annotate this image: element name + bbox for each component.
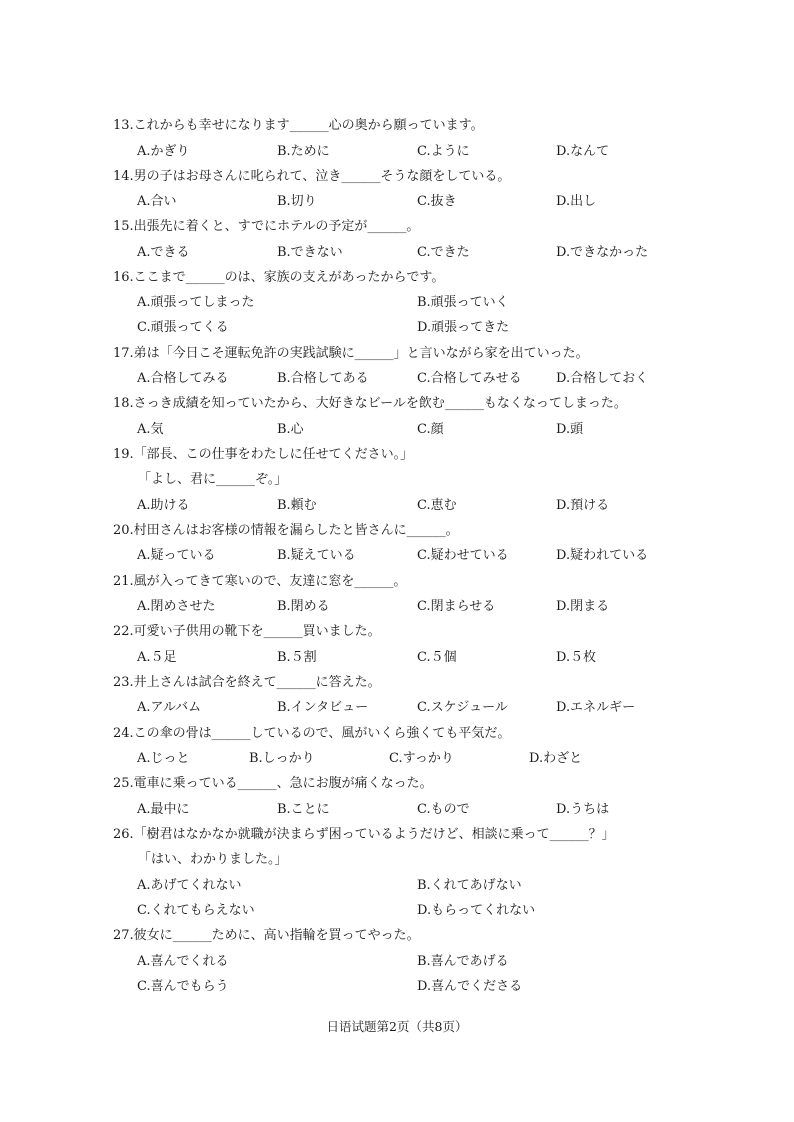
option-a: A.合格してみる [137,371,229,386]
question-19-options [0,495,794,517]
option-a: A.閉めさせた [137,599,216,614]
option-c: C.くれてもらえない [137,903,255,918]
question-16-options-cd [0,317,794,339]
option-a: A.最中に [137,802,190,817]
question-23-options [0,697,794,719]
option-a: A.助ける [137,498,190,513]
question-20-options [0,545,794,567]
option-a: A.アルバム [137,700,202,715]
option-c: C.ように [417,144,470,159]
question-21-options [0,596,794,618]
option-a: A.かぎり [137,144,190,159]
question-stem: 19.「部長、この仕事をわたしに任せてください。」 [113,447,414,462]
option-b: B.頑張っていく [417,295,509,310]
page-footer: 日语试题第2页（共8页） [326,1019,468,1034]
option-c: C.抜き [417,194,457,209]
question-stem-line-2: 「よし、君に______ぞ。」 [138,472,288,487]
option-d: D.うちは [556,802,610,817]
question-15-options [0,242,794,264]
question-stem: 25.電車に乗っている______、急にお腹が痛くなった。 [113,776,433,791]
option-c: C.恵む [417,498,457,513]
question-18-options [0,419,794,441]
question-15 [0,216,794,238]
option-b: B.ために [277,144,330,159]
option-c: C.疑わせている [417,548,509,563]
question-stem: 14.男の子はお母さんに叱られて、泣き______そうな顔をしている。 [113,169,511,184]
option-c: C.閉まらせる [417,599,496,614]
question-stem: 24.この傘の骨は______しているので、風がいくら強くても平気だ。 [113,726,511,741]
option-a: A.じっと [137,751,190,766]
question-20 [0,520,794,542]
option-b: B.切り [277,194,317,209]
option-c: C.５個 [417,650,457,665]
option-c: C.顔 [417,422,444,437]
question-27 [0,925,794,947]
option-b: B.合格してある [277,371,369,386]
option-d: D.５枚 [556,650,597,665]
question-26-options-cd [0,900,794,922]
option-c: C.できた [417,245,470,260]
question-24-options [0,748,794,770]
question-stem: 26.「樹君はなかなか就職が決まらず困っているようだけど、相談に乗って______？」 [113,827,615,842]
option-b: B.インタビュー [277,700,369,715]
question-22-options [0,647,794,669]
option-d: D.喜んでくださる [417,979,523,994]
question-19-dialogue [0,469,794,491]
option-d: D.エネルギー [556,700,636,715]
option-c: C.合格してみせる [417,371,522,386]
option-a: A.喜んでくれる [137,954,229,969]
question-stem: 15.出張先に着くと、すでにホテルの予定が______。 [113,219,420,234]
option-c: C.もので [417,802,470,817]
option-b: B.しっかり [249,751,315,766]
option-d: D.出し [556,194,597,209]
question-stem: 18.さっき成績を知っていたから、大好きなビールを飲む______もなくなってしまった。 [113,396,627,411]
option-a: A.５足 [137,650,177,665]
option-b: B.頼む [277,498,317,513]
option-c: C.喜んでもらう [137,979,229,994]
question-stem: 17.弟は「今日こそ運転免許の実践試験に______」と言いながら家を出ていった。 [113,346,589,361]
question-stem-line-2: 「はい、わかりました。」 [138,852,288,867]
question-27-options-cd [0,976,794,998]
question-24 [0,723,794,745]
option-c: C.頑張ってくる [137,320,229,335]
option-a: A.あげてくれない [137,878,242,893]
question-stem: 16.ここまで______のは、家族の支えがあったからです。 [113,270,445,285]
option-d: D.もらってくれない [417,903,536,918]
option-d: D.疑われている [556,548,649,563]
question-26 [0,824,794,846]
question-16 [0,267,794,289]
question-26-options-ab [0,875,794,897]
option-d: D.頭 [556,422,584,437]
question-26-dialogue [0,849,794,871]
option-b: B.できない [277,245,343,260]
option-d: D.なんて [556,144,610,159]
question-17-options [0,368,794,390]
question-17 [0,343,794,365]
option-b: B.閉める [277,599,330,614]
option-b: B.ことに [277,802,330,817]
question-stem: 13.これからも幸せになります______心の奥から願っています。 [113,118,484,133]
question-27-options-ab [0,951,794,973]
question-14-options [0,191,794,213]
option-d: D.できなかった [556,245,649,260]
option-a: A.気 [137,422,164,437]
question-25-options [0,799,794,821]
question-25 [0,773,794,795]
question-13 [0,115,794,137]
option-d: D.わざと [529,751,583,766]
question-13-options [0,141,794,163]
question-16-options-ab [0,292,794,314]
option-a: A.疑っている [137,548,216,563]
question-stem: 21.風が入ってきて寒いので、友達に窓を______。 [113,574,407,589]
option-c: C.すっかり [389,751,454,766]
question-18 [0,393,794,415]
option-a: A.合い [137,194,177,209]
question-22 [0,621,794,643]
option-c: C.スケジュール [417,700,508,715]
option-b: B.疑えている [277,548,356,563]
option-d: D.預ける [556,498,610,513]
option-d: D.頑張ってきた [417,320,510,335]
option-d: D.閉まる [556,599,610,614]
question-stem: 22.可愛い子供用の靴下を______買いました。 [113,624,381,639]
question-stem: 20.村田さんはお客様の情報を漏らしたと皆さんに______。 [113,523,459,538]
option-b: B.くれてあげない [417,878,522,893]
question-21 [0,571,794,593]
option-a: A.頑張ってしまった [137,295,255,310]
question-14 [0,166,794,188]
question-19 [0,444,794,466]
question-stem: 27.彼女に______ために、高い指輪を買ってやった。 [113,928,420,943]
option-b: B.心 [277,422,304,437]
option-a: A.できる [137,245,190,260]
question-23 [0,672,794,694]
option-b: B.５割 [277,650,317,665]
option-d: D.合格しておく [556,371,649,386]
question-stem: 23.井上さんは試合を終えて______に答えた。 [113,675,381,690]
option-b: B.喜んであげる [417,954,509,969]
